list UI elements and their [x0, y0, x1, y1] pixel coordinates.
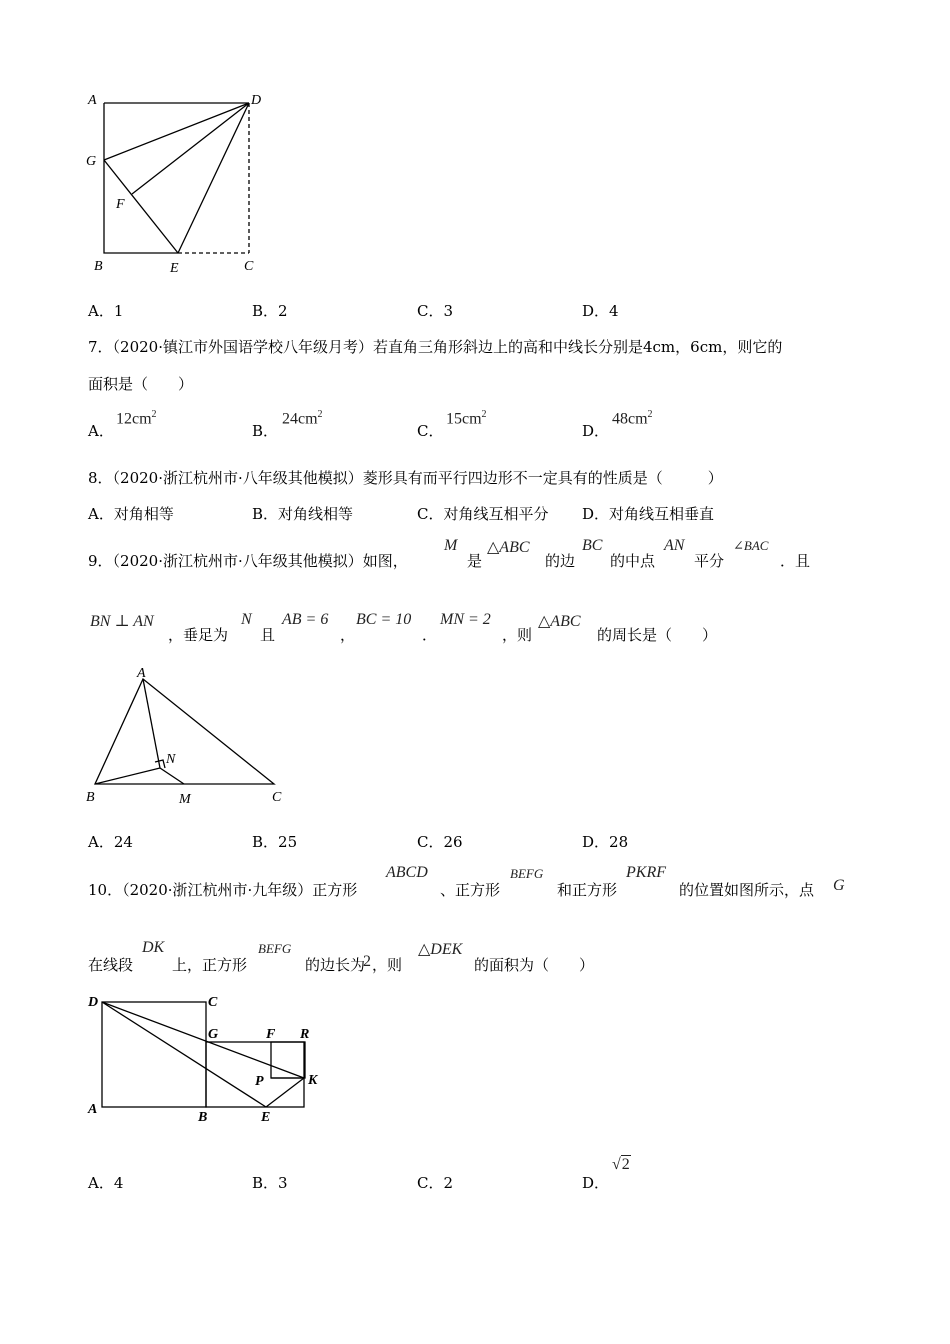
q9-text-midpoint: 的中点	[610, 552, 656, 570]
q10-label-a: A	[88, 1102, 98, 1117]
q9-math-bc-value: BC = 10	[356, 611, 412, 628]
q10-question-prefix: 10．（2020·浙江杭州市·九年级）正方形	[88, 881, 358, 899]
sqrt-icon: √	[612, 1156, 621, 1173]
q9-question-prefix: 9．（2020·浙江杭州市·八年级其他模拟）如图，	[88, 552, 408, 570]
q10-text-he: 和正方形	[557, 881, 618, 899]
q8-option-c[interactable]: C．对角线互相平分	[417, 505, 549, 523]
q9-text-foot: ，垂足为	[168, 626, 229, 644]
q6-figure	[80, 88, 280, 278]
q9-text-bisect: 平分	[694, 552, 725, 570]
q9-math-triangle-abc: △ABC	[487, 539, 530, 556]
q10-text-side: 的边长为	[305, 956, 366, 974]
q9-math-bc: BC	[582, 537, 603, 554]
q9-text-ze: ，则	[502, 626, 533, 644]
q10-label-k: K	[308, 1073, 318, 1088]
q10-math-pkrf: PKRF	[626, 864, 666, 881]
q10-text-on-segment: 在线段	[88, 956, 134, 974]
q9-math-triangle-abc-2: △ABC	[538, 613, 581, 630]
q9-option-b[interactable]: B．25	[252, 833, 298, 851]
q10-math-befg: BEFG	[510, 866, 544, 881]
q10-option-a[interactable]: A．4	[88, 1174, 124, 1192]
q6-label-g: G	[86, 154, 97, 169]
q10-label-p: P	[255, 1074, 264, 1089]
q7-question-line2: 面积是（ ）	[88, 375, 194, 393]
q10-figure	[80, 990, 340, 1130]
q9-text-comma: ，	[340, 626, 356, 644]
q10-text-ze: ，则	[372, 956, 403, 974]
q9-option-d[interactable]: D．28	[582, 833, 629, 851]
q7-option-c-value: $15cm^2$	[446, 409, 487, 428]
q9-text-de-bian: 的边	[545, 552, 576, 570]
q10-label-f: F	[266, 1027, 276, 1042]
q10-label-g: G	[208, 1027, 219, 1042]
q10-text-position: 的位置如图所示，点	[679, 881, 815, 899]
q10-label-e: E	[261, 1110, 271, 1125]
q6-option-b[interactable]: B．2	[252, 302, 288, 320]
q9-text-shi: 是	[467, 552, 483, 570]
q9-math-n: N	[241, 611, 252, 628]
q9-math-mn: MN = 2	[440, 611, 491, 628]
q9-math-an: AN	[664, 537, 685, 554]
q9-label-n: N	[166, 752, 176, 767]
q9-option-a[interactable]: A．24	[88, 833, 133, 851]
q8-option-a[interactable]: A．对角相等	[88, 505, 174, 523]
q7-option-b-value: $24cm^2$	[282, 409, 323, 428]
q7-option-d-value: $48cm^2$	[612, 409, 653, 428]
q9-option-c[interactable]: C．26	[417, 833, 463, 851]
q10-option-c[interactable]: C．2	[417, 1174, 454, 1192]
q8-option-d[interactable]: D．对角线互相垂直	[582, 505, 715, 523]
q10-label-c: C	[208, 995, 218, 1010]
q9-text-dot: ．	[422, 626, 438, 644]
q9-math-angle-bac: ∠BAC	[733, 538, 769, 553]
q10-math-two: 2	[363, 953, 371, 970]
q9-label-c: C	[272, 790, 282, 805]
q9-math-perp: BN ⊥ AN	[90, 613, 154, 630]
q7-option-a-value: $12cm^2$	[116, 409, 157, 428]
q8-option-b[interactable]: B．对角线相等	[252, 505, 354, 523]
q7-option-c[interactable]: C．	[417, 422, 444, 440]
q6-option-a[interactable]: A．1	[88, 302, 124, 320]
q10-math-dk: DK	[142, 939, 165, 956]
q6-label-b: B	[94, 259, 103, 274]
q9-text-perimeter: 的周长是（ ）	[597, 626, 718, 644]
q10-label-r: R	[300, 1027, 310, 1042]
q10-math-triangle-dek: △DEK	[418, 941, 463, 958]
q10-option-b[interactable]: B．3	[252, 1174, 288, 1192]
q10-option-d[interactable]: D．	[582, 1174, 610, 1192]
q7-option-b[interactable]: B．	[252, 422, 279, 440]
q7-question-line1: 7．（2020·镇江市外国语学校八年级月考）若直角三角形斜边上的高和中线长分别是4cm，6cm，则它的	[88, 338, 783, 356]
q9-math-m: M	[444, 537, 458, 554]
q6-option-d[interactable]: D．4	[582, 302, 619, 320]
q9-label-b: B	[86, 790, 95, 805]
q6-option-c[interactable]: C．3	[417, 302, 454, 320]
q6-label-c: C	[244, 259, 254, 274]
q6-label-a: A	[88, 93, 97, 108]
q6-label-f: F	[116, 197, 125, 212]
q9-math-ab: AB = 6	[282, 611, 329, 628]
q10-text-square: 上，正方形	[172, 956, 248, 974]
q10-math-g: G	[833, 877, 845, 894]
q7-option-d[interactable]: D．	[582, 422, 610, 440]
q9-text-qie2: 且	[260, 626, 276, 644]
q10-label-b: B	[198, 1110, 208, 1125]
q10-text-sep: 、正方形	[440, 881, 501, 899]
q6-label-e: E	[170, 261, 179, 276]
q9-figure	[80, 662, 300, 810]
q10-math-abcd: ABCD	[386, 864, 428, 881]
q9-text-qie: ．且	[780, 552, 811, 570]
q10-math-befg-2: BEFG	[258, 941, 292, 956]
q10-option-d-sqrt: √2	[612, 1156, 630, 1173]
q10-text-area: 的面积为（ ）	[474, 956, 595, 974]
q9-label-m: M	[179, 792, 191, 807]
q8-question: 8．（2020·浙江杭州市·八年级其他模拟）菱形具有而平行四边形不一定具有的性质是（ ）	[88, 469, 723, 487]
q10-label-d: D	[88, 995, 99, 1010]
q9-label-a: A	[137, 666, 146, 681]
q6-label-d: D	[251, 93, 262, 108]
q7-option-a[interactable]: A．	[88, 422, 114, 440]
